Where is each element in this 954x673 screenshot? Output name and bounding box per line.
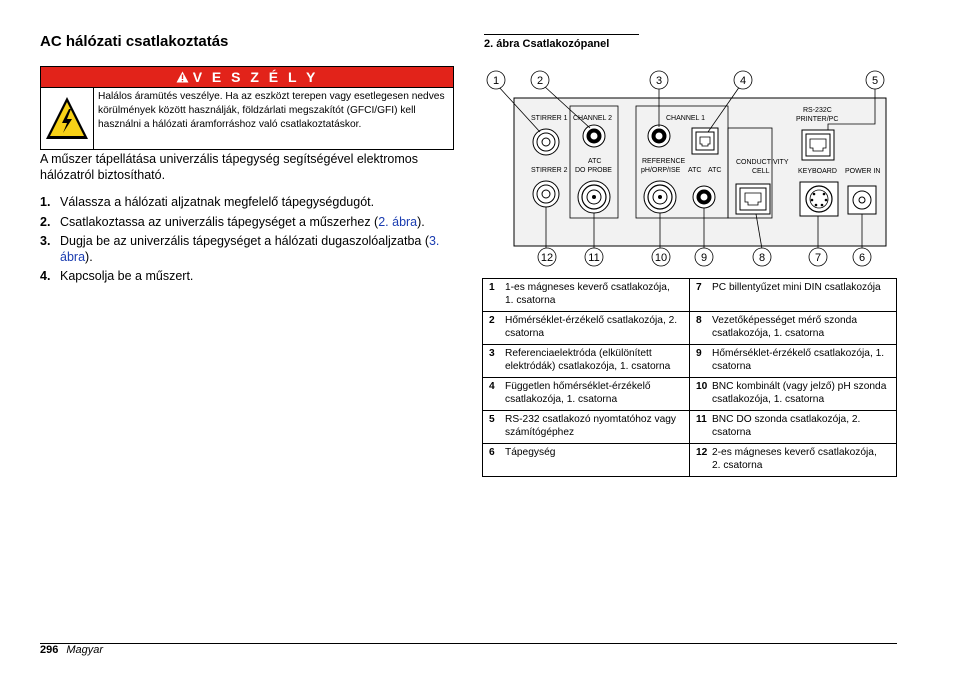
callout-6 [853, 248, 871, 266]
reference-label-2: pH/ORP/ISE [641, 167, 681, 174]
danger-header [41, 67, 453, 88]
svg-text:10: 10 [654, 252, 668, 264]
svg-text:8: 8 [758, 252, 766, 264]
step-text: Csatlakoztassa az univerzális tápegységet a műszerhez ( [60, 214, 379, 229]
reference-jack [648, 125, 670, 147]
conductivity-label-1: CONDUCTIVITY [736, 159, 789, 166]
channel-1-rj-jack [692, 128, 718, 154]
power-in-jack [848, 186, 876, 214]
bnc-ph-jack [644, 181, 676, 213]
svg-text:3: 3 [655, 75, 663, 87]
page-footer [40, 644, 103, 656]
connector-panel-diagram [484, 66, 896, 274]
step-item [40, 195, 452, 211]
legend-cell: 7 PC billentyűzet mini DIN csatlakozója [690, 279, 897, 312]
step-item [40, 215, 452, 231]
table-row [483, 345, 897, 378]
legend-cell: 1 1-es mágneses keverő csatlakozója, 1. csatorna [483, 279, 690, 312]
svg-text:4: 4 [739, 75, 747, 87]
svg-text:5: 5 [871, 75, 879, 87]
steps-list [40, 195, 452, 289]
step-text: Dugja be az univerzális tápegységet a hálózati dugaszolóaljzatba ( [60, 234, 429, 248]
stirrer-1-label: STIRRER 1 [531, 115, 568, 122]
reference-label-1: REFERENCE [642, 158, 686, 165]
danger-text: Halálos áramütés veszélye. Ha az eszközt terepen vagy esetlegesen nedves körülmények között használják, földzárlati megszakítót (GFCI/GFI) kell használni a hálózati áramforráshoz való csatlakoztatáskor. [98, 91, 445, 130]
footer-divider [40, 643, 897, 644]
footer-language: Magyar [66, 644, 104, 656]
step-text-end: ). [85, 249, 93, 264]
legend-cell: 9 Hőmérséklet-érzékelő csatlakozója, 1. csatorna [690, 345, 897, 378]
svg-text:11: 11 [588, 252, 600, 264]
channel-2-label: CHANNEL 2 [573, 115, 613, 122]
power-in-label: POWER IN [845, 168, 881, 175]
step-number: 3. [40, 234, 51, 248]
figure-title: 2. ábra Csatlakozópanel [484, 34, 639, 50]
legend-cell: 3 Referenciaelektróda (elkülönített elektródák) csatlakozója, 1. csatorna [483, 345, 690, 378]
legend-cell: 11 BNC DO szonda csatlakozója, 2. csatorna [690, 411, 897, 444]
atc-label-b: ATC [708, 167, 722, 174]
channel-1-label: CHANNEL 1 [666, 115, 706, 122]
danger-box [40, 66, 454, 150]
table-row [483, 411, 897, 444]
table-row [483, 444, 897, 477]
step-text: Válassza a hálózati aljzatnak megfelelő tápegységdugót. [60, 195, 375, 209]
warning-triangle-icon [176, 71, 189, 83]
svg-text:7: 7 [814, 252, 822, 264]
conductivity-label-2: CELL [752, 168, 770, 175]
callout-8 [753, 248, 771, 266]
legend-cell: 10 BNC kombinált (vagy jelző) pH szonda csatlakozója, 1. csatorna [690, 378, 897, 411]
conductivity-rj-jack [736, 184, 770, 214]
keyboard-mini-din-jack [800, 182, 838, 216]
svg-text:9: 9 [700, 252, 708, 264]
legend-cell: 5 RS-232 csatlakozó nyomtatóhoz vagy számítógéphez [483, 411, 690, 444]
callout-9 [695, 248, 713, 266]
figure-3-link[interactable]: 3. ábra [60, 234, 440, 264]
stirrer-2-jack [533, 181, 559, 207]
electric-shock-icon [41, 87, 94, 149]
atc-do-label-1: ATC [588, 158, 602, 165]
legend-table [482, 278, 897, 477]
table-row [483, 279, 897, 312]
legend-cell: 6 Tápegység [483, 444, 690, 477]
figure-2-link[interactable]: 2. ábra [378, 214, 418, 229]
svg-text:12: 12 [540, 252, 554, 264]
legend-cell: 2 Hőmérséklet-érzékelő csatlakozója, 2. csatorna [483, 312, 690, 345]
step-text-end: ). [417, 214, 425, 229]
callout-7 [809, 248, 827, 266]
channel-2-atc-jack [583, 125, 605, 147]
callout-4 [734, 71, 752, 89]
danger-title: V E S Z É L Y [192, 69, 319, 85]
legend-cell: 12 2-es mágneses keverő csatlakozója, 2. csatorna [690, 444, 897, 477]
channel-1-atc-jack [693, 186, 715, 208]
atc-label-a: ATC [688, 167, 702, 174]
atc-do-label-2: DO PROBE [575, 167, 612, 174]
callout-11 [585, 248, 603, 266]
step-number: 2. [40, 214, 51, 229]
callout-12 [538, 248, 556, 266]
keyboard-label: KEYBOARD [798, 168, 837, 175]
bnc-do-jack [578, 181, 610, 213]
stirrer-2-label: STIRRER 2 [531, 167, 568, 174]
rs232-label-2: PRINTER/PC [796, 116, 839, 123]
step-item [40, 269, 452, 285]
section-heading: AC hálózati csatlakoztatás [40, 33, 229, 50]
intro-paragraph: A műszer tápellátása univerzális tápegység segítségével elektromos hálózatról biztosítható. [40, 152, 418, 182]
rs232-rj-jack [802, 130, 834, 160]
svg-text:6: 6 [858, 252, 866, 264]
table-row [483, 312, 897, 345]
legend-cell: 4 Független hőmérséklet-érzékelő csatlakozója, 1. csatorna [483, 378, 690, 411]
step-item [40, 234, 452, 265]
callout-5 [866, 71, 884, 89]
step-number: 4. [40, 269, 51, 283]
table-row [483, 378, 897, 411]
page-number: 296 [40, 644, 59, 656]
legend-cell: 8 Vezetőképességet mérő szonda csatlakozója, 1. csatorna [690, 312, 897, 345]
step-number: 1. [40, 195, 51, 209]
rs232-label-1: RS-232C [803, 107, 832, 114]
callout-3 [650, 71, 668, 89]
svg-text:2: 2 [536, 75, 544, 87]
stirrer-1-jack [533, 129, 559, 155]
svg-text:1: 1 [492, 75, 500, 87]
callout-2 [531, 71, 549, 89]
callout-10 [652, 248, 670, 266]
step-text: Kapcsolja be a műszert. [60, 269, 194, 283]
callout-1 [487, 71, 505, 89]
